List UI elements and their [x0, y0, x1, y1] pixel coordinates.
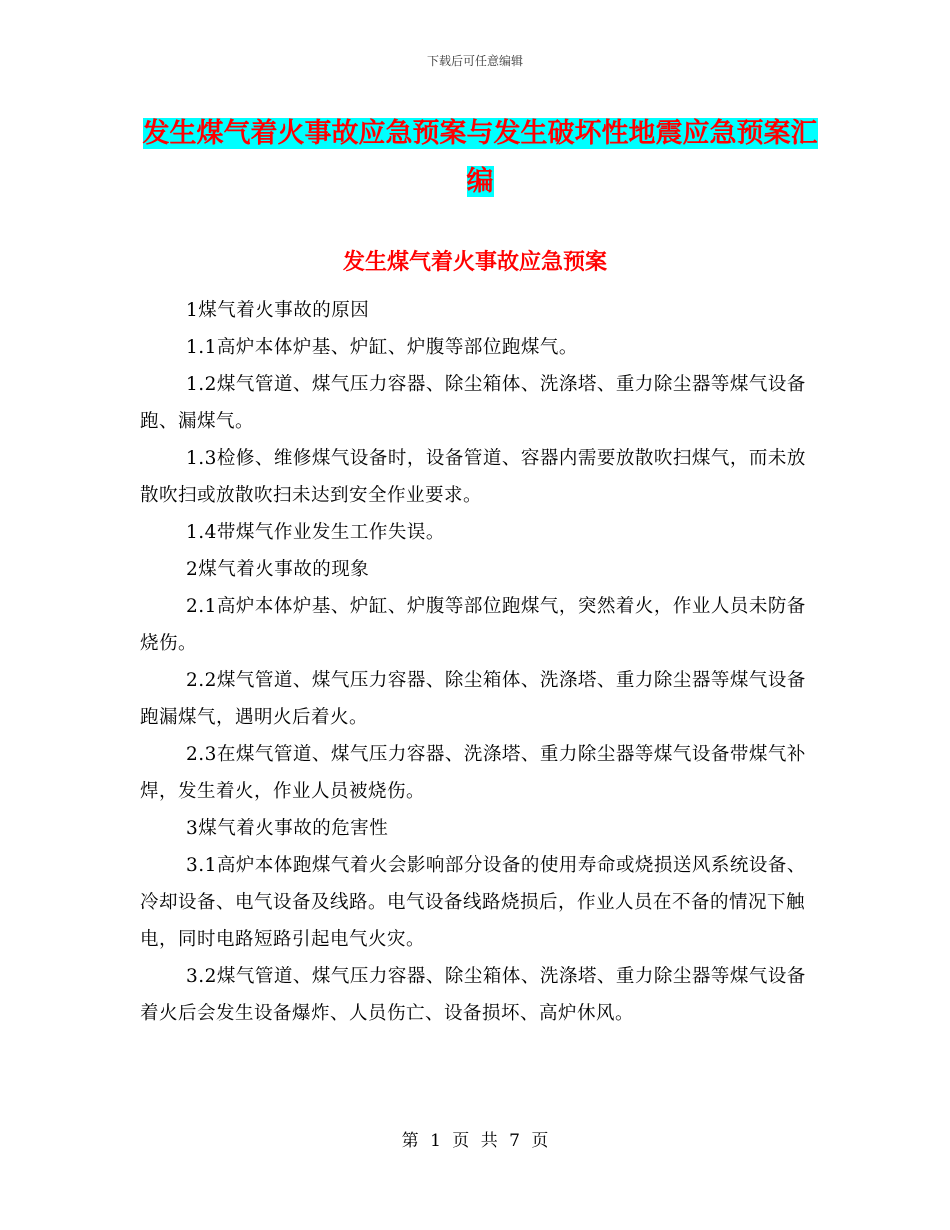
paragraph: 2.2煤气管道、煤气压力容器、除尘箱体、洗涤塔、重力除尘器等煤气设备跑漏煤气，遇明火后着火。	[140, 670, 806, 728]
paragraph: 3煤气着火事故的危害性	[186, 818, 389, 839]
paragraph: 3.2煤气管道、煤气压力容器、除尘箱体、洗涤塔、重力除尘器等煤气设备着火后会发生设备爆炸、人员伤亡、设备损坏、高炉休风。	[140, 966, 806, 1024]
paragraph: 1.3检修、维修煤气设备时，设备管道、容器内需要放散吹扫煤气，而未放散吹扫或放散吹扫未达到安全作业要求。	[140, 448, 806, 506]
paragraph: 1.1高炉本体炉基、炉缸、炉腹等部位跑煤气。	[186, 337, 578, 358]
paragraph: 1.4带煤气作业发生工作失误。	[186, 522, 445, 543]
paragraph: 1.2煤气管道、煤气压力容器、除尘箱体、洗涤塔、重力除尘器等煤气设备跑、漏煤气。	[140, 374, 806, 432]
paragraph: 2.3在煤气管道、煤气压力容器、洗涤塔、重力除尘器等煤气设备带煤气补焊，发生着火，作业人员被烧伤。	[140, 744, 806, 802]
paragraph: 2煤气着火事故的现象	[186, 559, 370, 580]
document-title-text: 发生煤气着火事故应急预案与发生破坏性地震应急预案汇编	[142, 118, 818, 197]
paragraph: 3.1高炉本体跑煤气着火会影响部分设备的使用寿命或烧损送风系统设备、冷却设备、电气设备及线路。电气设备线路烧损后，作业人员在不备的情况下触电，同时电路短路引起电气火灾。	[140, 855, 806, 950]
document-body	[140, 292, 812, 1032]
section-title: 发生煤气着火事故应急预案	[342, 250, 607, 275]
paragraph: 2.1高炉本体炉基、炉缸、炉腹等部位跑煤气，突然着火，作业人员未防备烧伤。	[140, 596, 806, 654]
header-note: 下载后可任意编辑	[426, 54, 523, 68]
paragraph: 1煤气着火事故的原因	[186, 300, 370, 321]
document-title	[140, 110, 820, 206]
page-number: 第 1 页 共 7 页	[401, 1131, 549, 1151]
